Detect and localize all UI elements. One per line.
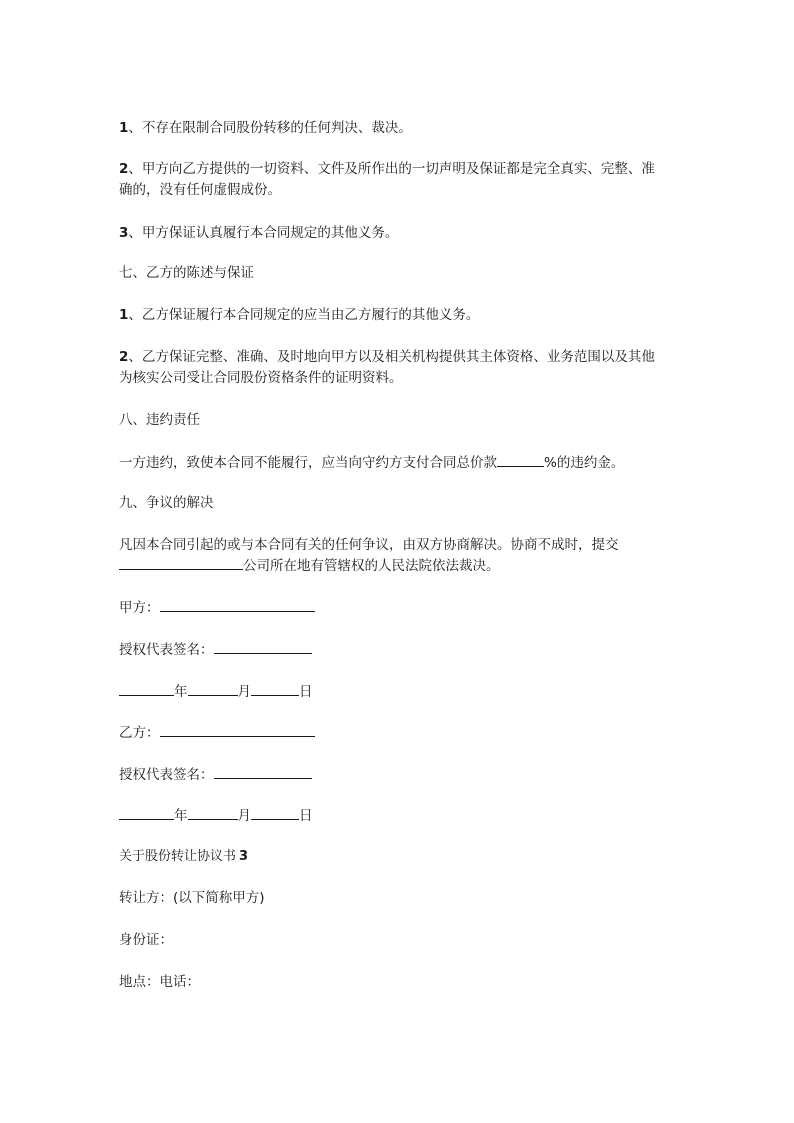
clause-7-2-line-2 xyxy=(119,368,679,388)
clause-text: 确的，没有任何虚假成份。 xyxy=(119,182,281,198)
section-heading-7: 七、乙方的陈述与保证 xyxy=(119,265,254,281)
dispute-clause-line-1: 凡因本合同引起的或与本合同有关的任何争议，由双方协商解决。协商不成时，提交 xyxy=(119,537,619,553)
dispute-clause-line-2 xyxy=(119,555,679,576)
signature-label: 授权代表签名： xyxy=(119,642,214,658)
month-label: 月 xyxy=(237,684,251,700)
court-company-blank[interactable] xyxy=(119,555,243,570)
percentage-blank[interactable] xyxy=(497,452,544,467)
party-b-date-row xyxy=(119,805,679,826)
agreement-title-text: 关于股份转让协议书 xyxy=(119,849,237,864)
clause-text: 、甲方向乙方提供的一切资料、文件及所作出的一切声明及保证都是完全真实、完整、准 xyxy=(128,161,655,177)
transferor-line: 转让方：(以下简称甲方) xyxy=(119,890,265,906)
day-blank[interactable] xyxy=(251,805,299,820)
year-label: 年 xyxy=(174,808,188,824)
party-a-label: 甲方： xyxy=(119,600,160,616)
signature-label: 授权代表签名： xyxy=(119,767,214,783)
clause-text: 、乙方保证履行本合同规定的应当由乙方履行的其他义务。 xyxy=(128,307,480,323)
breach-text-before: 一方违约，致使本合同不能履行，应当向守约方支付合同总价款 xyxy=(119,455,497,471)
party-b-blank[interactable] xyxy=(160,722,315,737)
clause-7-1 xyxy=(119,305,679,325)
dispute-text-after: 公司所在地有管辖权的人民法院依法裁决。 xyxy=(243,558,500,574)
party-a-signature-blank[interactable] xyxy=(214,639,312,654)
party-a-blank[interactable] xyxy=(160,597,315,612)
clause-6-3 xyxy=(119,223,679,243)
clause-7-2-line-1 xyxy=(119,347,679,367)
party-b-signature-row xyxy=(119,764,679,785)
section-heading-9: 九、争议的解决 xyxy=(119,495,214,511)
breach-clause xyxy=(119,452,679,473)
breach-text-after: %的违约金。 xyxy=(544,455,625,471)
day-label: 日 xyxy=(299,684,313,700)
clause-number: 1 xyxy=(119,120,129,136)
agreement-title xyxy=(119,847,679,867)
day-blank[interactable] xyxy=(251,681,299,696)
month-label: 月 xyxy=(237,808,251,824)
address-phone-line: 地点：电话： xyxy=(119,974,200,990)
section-heading-8: 八、违约责任 xyxy=(119,412,200,428)
clause-number: 3 xyxy=(119,225,129,241)
clause-text: 、甲方保证认真履行本合同规定的其他义务。 xyxy=(128,225,399,241)
clause-text: 、乙方保证完整、准确、及时地向甲方以及相关机构提供其主体资格、业务范围以及其他 xyxy=(128,349,655,365)
party-a-row xyxy=(119,597,679,618)
day-label: 日 xyxy=(299,808,313,824)
clause-number: 2 xyxy=(119,349,129,365)
party-b-row xyxy=(119,722,679,743)
clause-number: 2 xyxy=(119,161,129,177)
year-blank[interactable] xyxy=(119,681,174,696)
party-a-date-row xyxy=(119,681,679,702)
clause-text: 为核实公司受让合同股份资格条件的证明资料。 xyxy=(119,370,403,386)
year-blank[interactable] xyxy=(119,805,174,820)
month-blank[interactable] xyxy=(188,681,238,696)
clause-number: 1 xyxy=(119,307,129,323)
clause-text: 、不存在限制合同股份转移的任何判决、裁决。 xyxy=(128,120,412,136)
clause-6-2-line-2 xyxy=(119,180,679,200)
party-b-signature-blank[interactable] xyxy=(214,764,312,779)
clause-6-2-line-1 xyxy=(119,159,679,179)
year-label: 年 xyxy=(174,684,188,700)
party-a-signature-row xyxy=(119,639,679,660)
month-blank[interactable] xyxy=(188,805,238,820)
agreement-title-number: 3 xyxy=(239,849,249,864)
clause-6-1 xyxy=(119,118,679,138)
id-card-line: 身份证： xyxy=(119,932,173,948)
party-b-label: 乙方： xyxy=(119,725,160,741)
